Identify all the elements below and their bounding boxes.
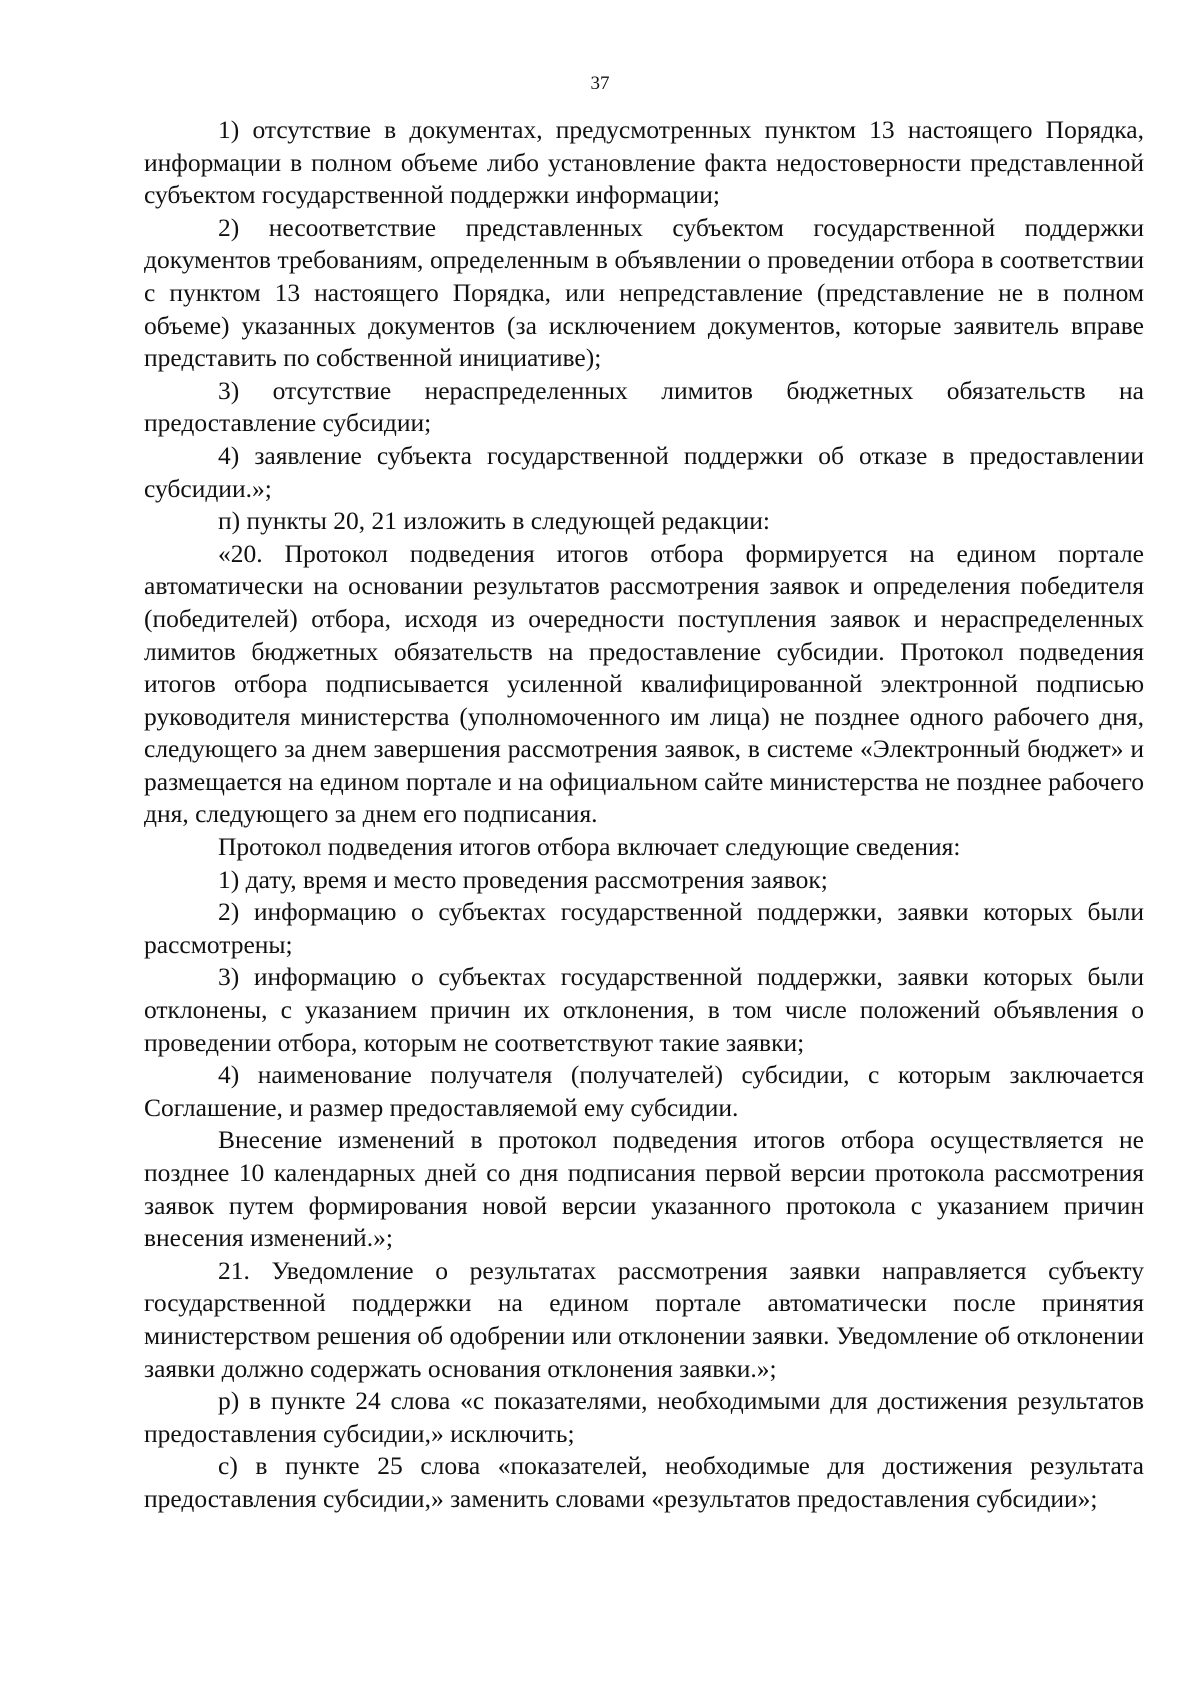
paragraph-15: с) в пункте 25 слова «показателей, необходимые для достижения результата предоставления субсидии,» заменить словами «результатов предоставления субсидии»; <box>144 1451 1144 1513</box>
paragraph-10: 3) информацию о субъектах государственной поддержки, заявки которых были отклонены, с указанием причин их отклонения, в том числе положений объявления о проведении отбора, которым не соответствуют такие заявки; <box>144 962 1144 1057</box>
document-body <box>144 114 1144 1516</box>
paragraph-7: Протокол подведения итогов отбора включает следующие сведения: <box>218 832 961 862</box>
paragraph-6: «20. Протокол подведения итогов отбора формируется на едином портале автоматически на основании результатов рассмотрения заявок и определения победителя (победителей) отбора, исходя из очередности поступления заявок и нераспределенных лимитов бюджетных обязательств на предоставление субсидии. Протокол подведения итогов отбора подписывается усиленной квалифицированной электронной подписью руководителя министерства (уполномоченного им лица) не позднее одного рабочего дня, следующего за днем завершения рассмотрения заявок, в системе «Электронный бюджет» и размещается на едином портале и на официальном сайте министерства не позднее рабочего дня, следующего за днем его подписания. <box>144 538 1144 829</box>
paragraph-14: р) в пункте 24 слова «с показателями, необходимыми для достижения результатов предоставления субсидии,» исключить; <box>144 1386 1144 1448</box>
paragraph-1: 1) отсутствие в документах, предусмотренных пунктом 13 настоящего Порядка, информации в полном объеме либо установление факта недостоверности представленной субъектом государственной поддержки информации; <box>144 115 1144 210</box>
paragraph-13: 21. Уведомление о результатах рассмотрения заявки направляется субъекту государственной поддержки на едином портале автоматически после принятия министерством решения об одобрении или отклонении заявки. Уведомление об отклонении заявки должно содержать основания отклонения заявки.»; <box>144 1255 1144 1383</box>
paragraph-11: 4) наименование получателя (получателей) субсидии, с которым заключается Соглашение, и размер предоставляемой ему субсидии. <box>144 1060 1144 1122</box>
paragraph-9: 2) информацию о субъектах государственной поддержки, заявки которых были рассмотрены; <box>144 897 1144 959</box>
paragraph-2: 2) несоответствие представленных субъектом государственной поддержки документов требованиям, определенным в объявлении о проведении отбора в соответствии с пунктом 13 настоящего Порядка, или непредставление (представление не в полном объеме) указанных документов (за исключением документов, которые заявитель вправе представить по собственной инициативе); <box>144 212 1144 373</box>
paragraph-4: 4) заявление субъекта государственной поддержки об отказе в предоставлении субсидии.»; <box>144 440 1144 503</box>
paragraph-5: п) пункты 20, 21 изложить в следующей редакции: <box>218 506 770 536</box>
paragraph-3: 3) отсутствие нераспределенных лимитов бюджетных обязательств на предоставление субсидии; <box>144 375 1144 438</box>
page-number: 37 <box>590 73 610 94</box>
paragraph-8: 1) дату, время и место проведения рассмотрения заявок; <box>218 864 828 894</box>
paragraph-12: Внесение изменений в протокол подведения итогов отбора осуществляется не позднее 10 календарных дней со дня подписания первой версии протокола рассмотрения заявок путем формирования новой версии указанного протокола с указанием причин внесения изменений.»; <box>144 1125 1144 1253</box>
